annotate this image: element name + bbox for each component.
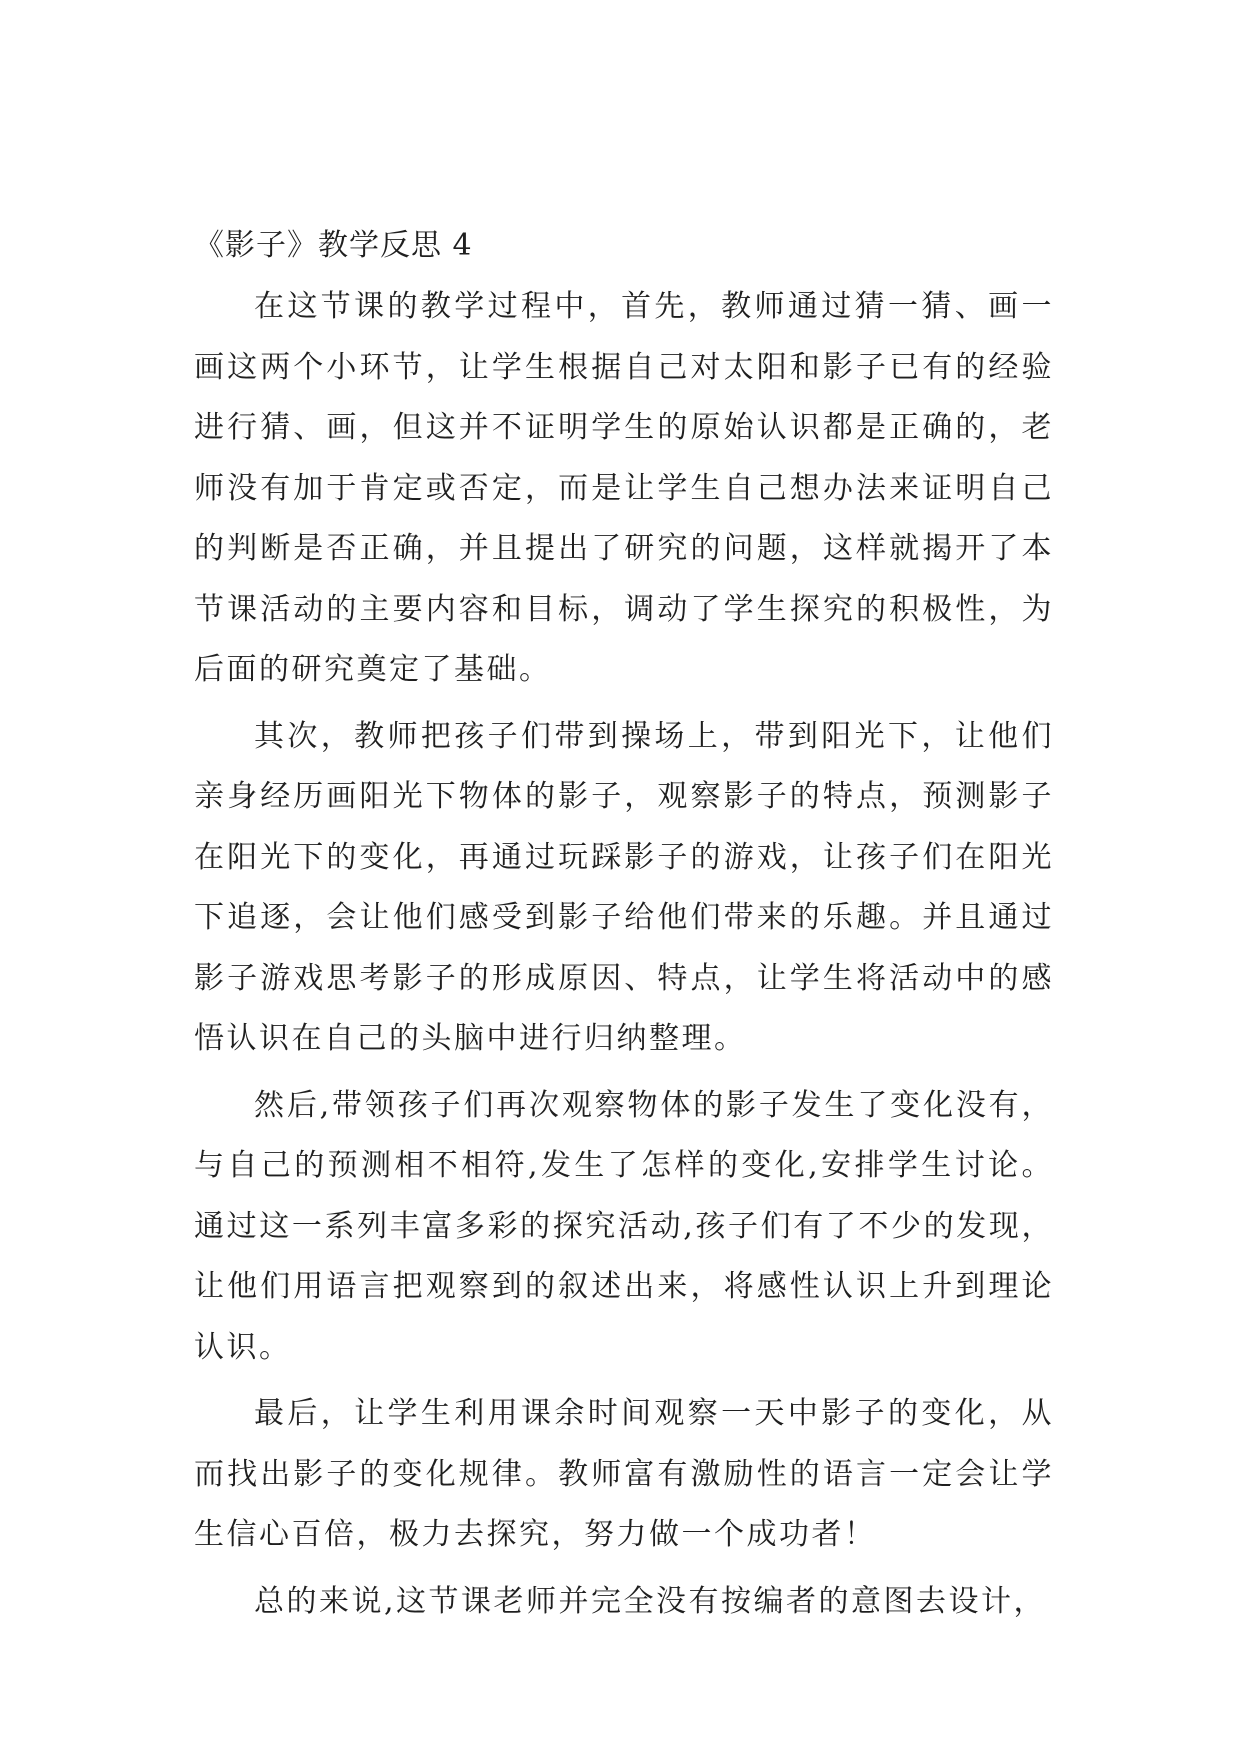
paragraph-second: 其次，教师把孩子们带到操场上，带到阳光下，让他们亲身经历画阳光下物体的影子，观察影子的特点，预测影子在阳光下的变化，再通过玩踩影子的游戏，让孩子们在阳光下追逐，会让他们感受到影子给他们带来的乐趣。并且通过影子游戏思考影子的形成原因、特点，让学生将活动中的感悟认识在自己的头脑中进行归纳整理。 xyxy=(194,718,1054,1056)
document-body xyxy=(194,217,1054,1638)
paragraph-summary: 总的来说,这节课老师并完全没有按编者的意图去设计， xyxy=(254,1583,1047,1619)
paragraph-intro: 在这节课的教学过程中，首先，教师通过猜一猜、画一画这两个小环节，让学生根据自己对太阳和影子已有的经验进行猜、画，但这并不证明学生的原始认识都是正确的，老师没有加于肯定或否定，而是让学生自己想办法来证明自己的判断是否正确，并且提出了研究的问题，这样就揭开了本节课活动的主要内容和目标，调动了学生探究的积极性，为后面的研究奠定了基础。 xyxy=(194,289,1054,687)
paragraph-fourth: 最后，让学生利用课余时间观察一天中影子的变化，从而找出影子的变化规律。教师富有激励性的语言一定会让学生信心百倍，极力去探究，努力做一个成功者！ xyxy=(194,1396,1054,1552)
document-title: 《影子》教学反思 4 xyxy=(194,228,473,263)
paragraph-third: 然后,带领孩子们再次观察物体的影子发生了变化没有，与自己的预测相不相符,发生了怎样的变化,安排学生讨论。通过这一系列丰富多彩的探究活动,孩子们有了不少的发现，让他们用语言把观察到的叙述出来，将感性认识上升到理论认识。 xyxy=(194,1087,1054,1365)
